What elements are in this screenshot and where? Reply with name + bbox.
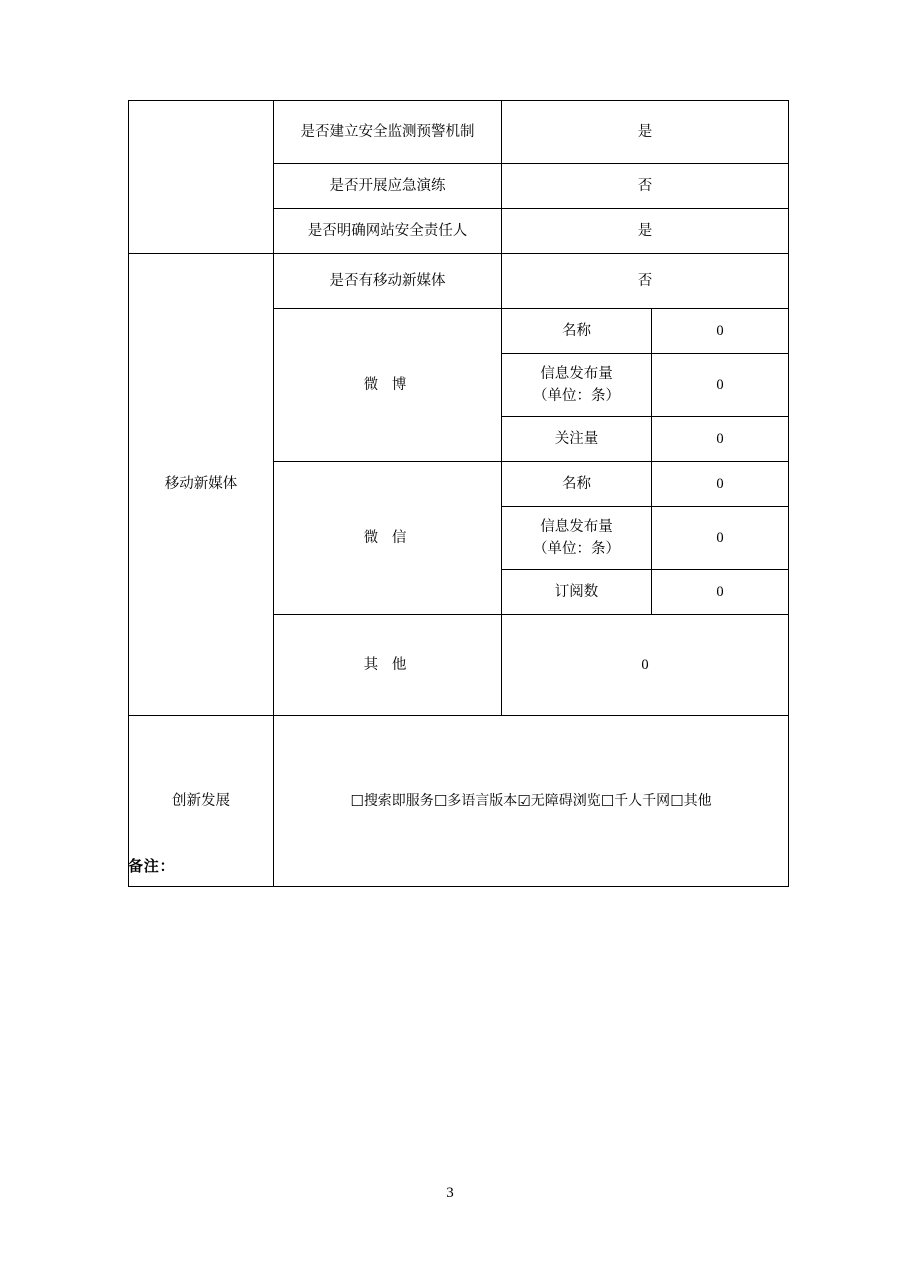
website-report-table [128, 100, 789, 887]
other-media-label: 其 他 [274, 615, 502, 716]
innovation-section-label: 创新发展 [129, 716, 274, 887]
innovation-options-cell [274, 716, 789, 887]
weixin-label: 微 信 [274, 462, 502, 615]
table-row [129, 254, 789, 309]
checkbox-label: 多语言版本 [447, 793, 518, 809]
checkbox-label: 千人千网 [614, 793, 671, 809]
innovation-checkbox-group [280, 789, 782, 813]
weibo-item-followers-label: 关注量 [502, 417, 652, 462]
checkbox-label: 搜索即服务 [363, 793, 434, 809]
checkbox-icon[interactable]: ☐ [600, 792, 615, 810]
weixin-item-subscribers-value: 0 [652, 570, 789, 615]
weibo-item-publish-value: 0 [652, 354, 789, 417]
remark-label: 备注： [128, 857, 176, 875]
security-answer-3: 是 [502, 209, 789, 254]
other-media-value: 0 [502, 615, 789, 716]
checkbox-icon[interactable]: ☐ [670, 792, 684, 810]
weibo-item-publish-label [502, 354, 652, 417]
checkbox-option-multilanguage[interactable] [434, 789, 517, 813]
weixin-item-name-label: 名称 [502, 462, 652, 507]
checkbox-icon-checked[interactable]: ☑ [517, 792, 531, 810]
weibo-publish-line1: 信息发布量 [540, 365, 613, 382]
security-question-1: 是否建立安全监测预警机制 [274, 101, 502, 164]
checkbox-option-other[interactable] [670, 789, 711, 813]
table-row [129, 716, 789, 887]
checkbox-label: 无障碍浏览 [530, 793, 601, 809]
checkbox-option-personalized[interactable] [601, 789, 670, 813]
checkbox-option-accessibility[interactable] [517, 789, 600, 813]
weibo-item-name-value: 0 [652, 309, 789, 354]
weixin-item-subscribers-label: 订阅数 [502, 570, 652, 615]
security-answer-1: 是 [502, 101, 789, 164]
weixin-item-name-value: 0 [652, 462, 789, 507]
security-section-label [129, 101, 274, 254]
checkbox-label: 其他 [683, 793, 712, 809]
table-row [129, 101, 789, 164]
checkbox-option-search-service[interactable] [350, 789, 433, 813]
security-question-2: 是否开展应急演练 [274, 164, 502, 209]
security-answer-2: 否 [502, 164, 789, 209]
security-question-3: 是否明确网站安全责任人 [274, 209, 502, 254]
checkbox-icon[interactable]: ☐ [433, 792, 448, 810]
weibo-item-followers-value: 0 [652, 417, 789, 462]
checkbox-icon[interactable]: ☐ [350, 792, 364, 810]
weixin-item-publish-label [502, 507, 652, 570]
has-mobile-media-question: 是否有移动新媒体 [274, 254, 502, 309]
weibo-item-name-label: 名称 [502, 309, 652, 354]
weixin-publish-line2: （单位：条） [533, 541, 620, 557]
page-number: 3 [446, 1185, 454, 1201]
mobile-media-section-label: 移动新媒体 [129, 254, 274, 716]
weibo-publish-line2: （单位：条） [533, 388, 620, 404]
weixin-publish-line1: 信息发布量 [540, 518, 613, 535]
has-mobile-media-answer: 否 [502, 254, 789, 309]
weibo-label: 微 博 [274, 309, 502, 462]
weixin-item-publish-value: 0 [652, 507, 789, 570]
